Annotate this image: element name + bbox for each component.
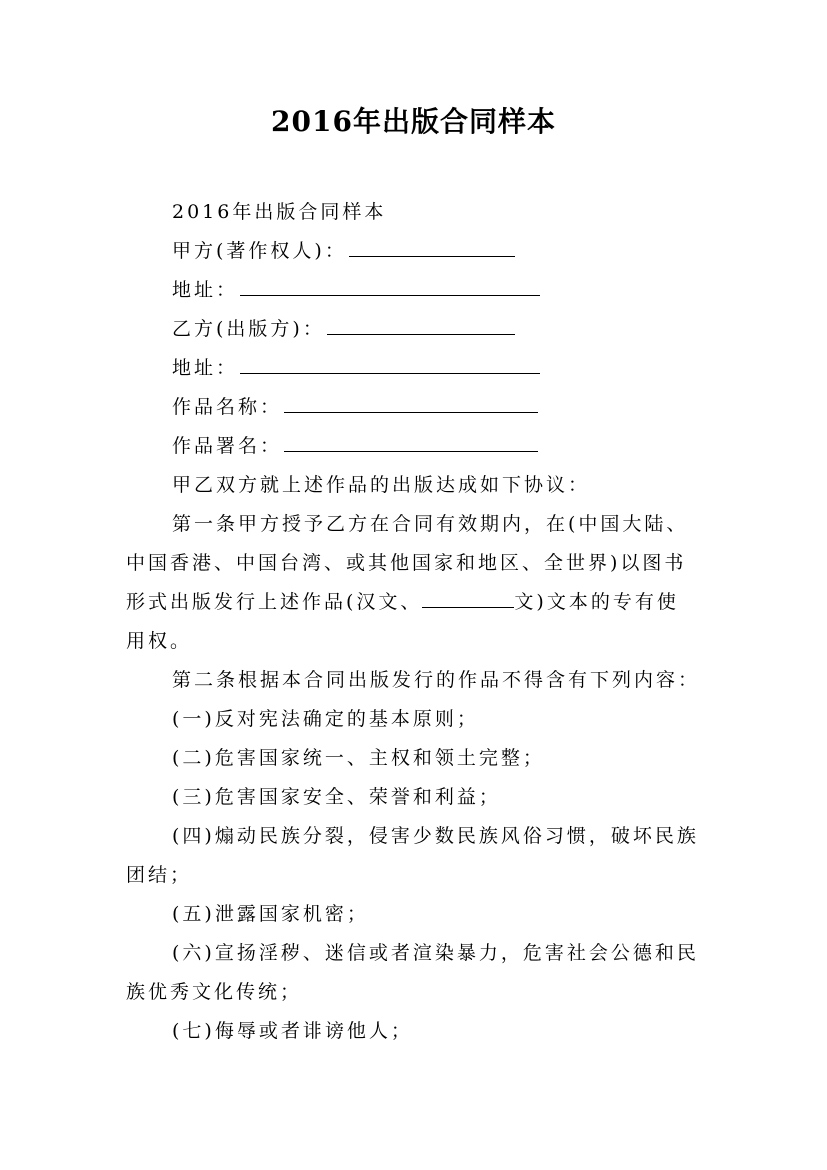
article1-line3: [126, 589, 679, 615]
item-1-text: (一)反对宪法确定的基本原则；: [172, 708, 479, 730]
article1-text-3a: 形式出版发行上述作品(汉文、: [126, 591, 423, 613]
item-5-line: [172, 901, 369, 927]
item-2-line: [172, 745, 545, 771]
item-7-text: (七)侮辱或者诽谤他人；: [172, 1020, 413, 1042]
subtitle-text: 2016年出版合同样本: [172, 201, 387, 223]
item-6-line2: [126, 979, 302, 1005]
item-6-text-1: (六)宣扬淫秽、迷信或者渲染暴力，危害社会公德和民: [172, 942, 699, 964]
item-1-line: [172, 706, 479, 732]
item-4-line1: [172, 823, 699, 849]
article1-line1: [172, 511, 688, 537]
work-signature-label: 作品署名：: [172, 435, 283, 457]
item-3-line: [172, 784, 501, 810]
party-b-label: 乙方(出版方)：: [172, 318, 325, 340]
item-5-text: (五)泄露国家机密；: [172, 903, 369, 925]
item-2-text: (二)危害国家统一、主权和领土完整；: [172, 747, 545, 769]
item-7-line: [172, 1018, 413, 1044]
address-blank-1: [240, 277, 540, 296]
item-4-text-2: 团结；: [126, 864, 193, 886]
article1-text-1: 第一条甲方授予乙方在合同有效期内，在(中国大陆、: [172, 513, 689, 535]
address-blank-2: [240, 355, 540, 374]
work-name-blank: [284, 394, 538, 413]
agreement-intro-text: 甲乙双方就上述作品的出版达成如下协议：: [172, 474, 591, 496]
work-name-line: [172, 394, 538, 420]
item-4-line2: [126, 862, 192, 888]
work-signature-line: [172, 433, 538, 459]
article2-text: 第二条根据本合同出版发行的作品不得含有下列内容：: [172, 669, 701, 691]
article1-text-3b: 文)文本的专有使: [514, 591, 679, 613]
work-signature-blank: [284, 433, 538, 452]
item-6-text-2: 族优秀文化传统；: [126, 981, 303, 1003]
agreement-intro-line: [172, 472, 590, 498]
work-name-label: 作品名称：: [172, 396, 283, 418]
address-label-1: 地址：: [172, 279, 239, 301]
item-4-text-1: (四)煽动民族分裂，侵害少数民族风俗习惯，破坏民族: [172, 825, 699, 847]
item-3-text: (三)危害国家安全、荣誉和利益；: [172, 786, 501, 808]
article1-line2: [126, 550, 686, 576]
party-a-label: 甲方(著作权人)：: [172, 240, 347, 262]
party-b-line: [172, 316, 515, 342]
party-a-line: [172, 238, 515, 264]
subtitle-line: [172, 199, 386, 225]
address-label-2: 地址：: [172, 357, 239, 379]
address-line-2: [172, 355, 540, 381]
party-a-blank: [349, 238, 515, 257]
article1-text-2: 中国香港、中国台湾、或其他国家和地区、全世界)以图书: [126, 552, 687, 574]
article1-line4: [126, 628, 192, 654]
article2-line: [172, 667, 700, 693]
item-6-line1: [172, 940, 699, 966]
address-line-1: [172, 277, 540, 303]
language-blank: [422, 589, 514, 608]
party-b-blank: [327, 316, 515, 335]
document-title: 2016年出版合同样本: [271, 105, 556, 138]
article1-text-4: 用权。: [126, 630, 193, 652]
